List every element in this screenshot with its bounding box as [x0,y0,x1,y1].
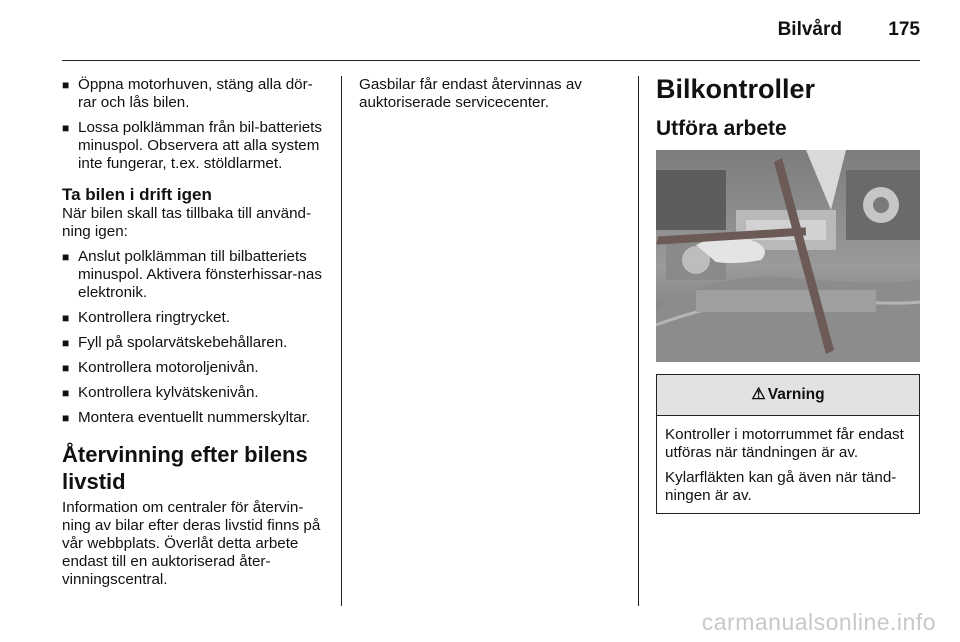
watermark: carmanualsonline.info [701,609,936,635]
column-divider-1 [341,76,342,606]
warning-header [657,375,919,416]
section-subtitle: Utföra arbete [656,117,787,140]
column-2 [359,76,624,112]
section-title: Bilvård [777,19,842,40]
restart-intro: När bilen skall tas tillbaka till använd-ning igen: [62,205,312,240]
list-item: ■ Montera eventuellt nummerskyltar. [62,409,311,426]
list-item: ■ Anslut polklämman till bilbatteriets minuspol. Aktivera fönsterhissar-nas elektronik. [62,248,322,301]
list-item: ■ Fyll på spolarvätskebehållaren. [62,334,288,351]
warning-text-2: Kylarfläkten kan gå även när tänd-ningen är av. [665,469,897,504]
column-divider-2 [638,76,639,606]
column-1 [62,76,327,589]
list-item: ■ Lossa polklämman från bil-batteriets minuspol. Observera att alla system inte fungerar, t.ex. stöldlarmet. [62,119,322,172]
gas-vehicle-note: Gasbilar får endast återvinnas av auktoriserade servicecenter. [359,76,582,111]
column-3 [656,74,920,514]
warning-triangle-icon: ⚠ [751,386,766,403]
warning-body [657,416,919,513]
warning-text-1: Kontroller i motorrummet får endast utföras när tändningen är av. [665,426,904,461]
page-number: 175 [888,19,920,40]
heading-recycling: Återvinning efter bilens livstid [62,442,308,494]
warning-title: Varning [767,386,825,403]
list-item: ■ Kontrollera motoroljenivån. [62,359,259,376]
list-item: ■ Kontrollera ringtrycket. [62,309,230,326]
list-item: ■ Öppna motorhuven, stäng alla dör-rar och lås bilen. [62,76,313,111]
page-header [62,0,920,61]
warning-box [656,374,920,514]
recycling-text: Information om centraler för återvin-ning av bilar efter deras livstid finns på vår webbplats. Överlåt detta arbete endast till en auktoriserad åter-vinningscentral. [62,499,321,588]
chapter-title: Bilkontroller [656,74,816,104]
bullet-list-storage [62,76,327,173]
engine-bay-photo [656,150,920,362]
list-item: ■ Kontrollera kylvätskenivån. [62,384,259,401]
bullet-list-restart [62,248,327,427]
heading-restart: Ta bilen i drift igen [62,185,212,204]
